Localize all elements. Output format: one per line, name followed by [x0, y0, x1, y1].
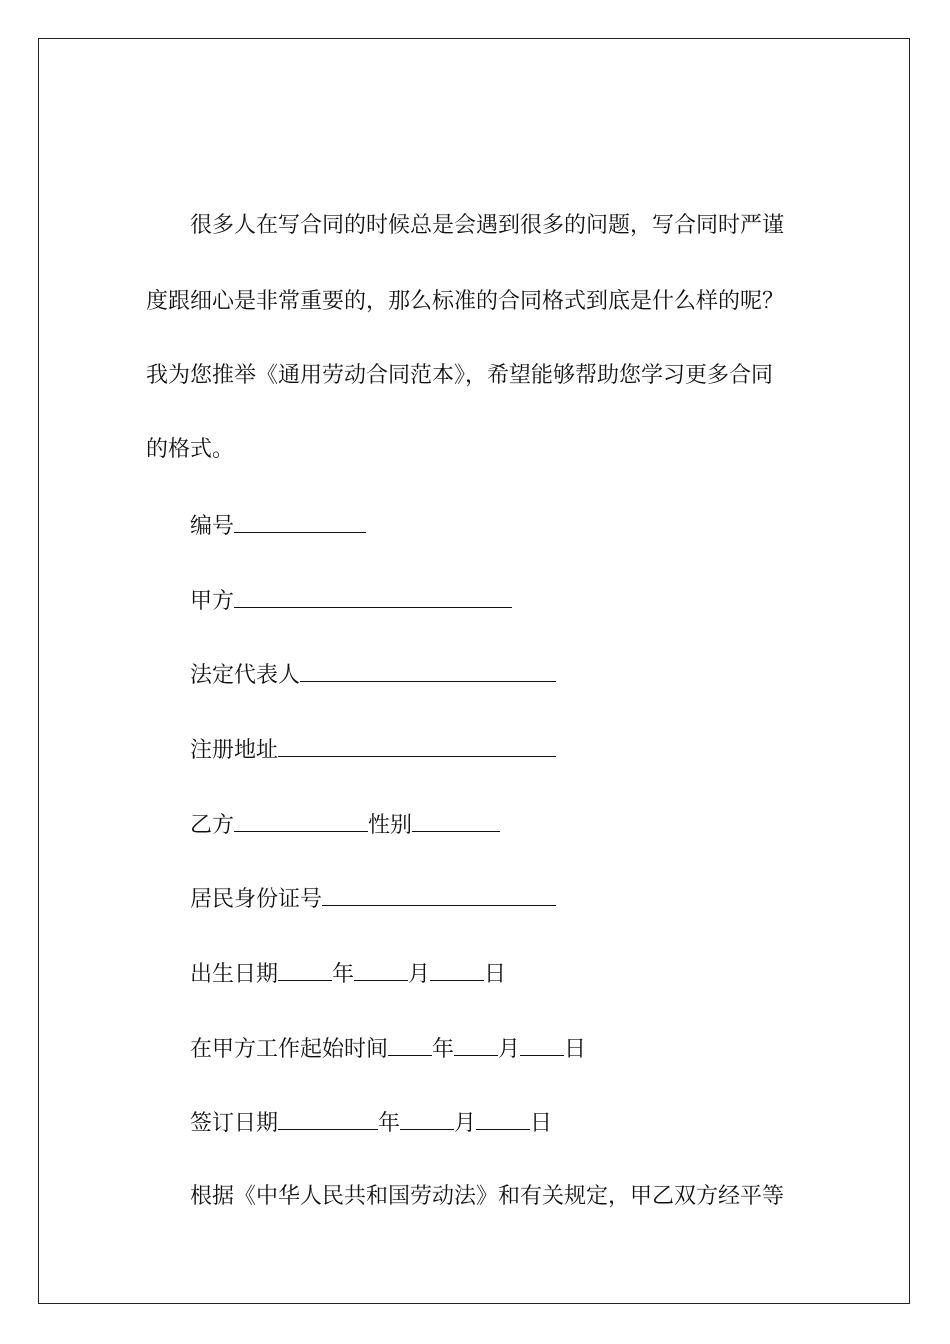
start-time-label: 在甲方工作起始时间 [190, 1037, 389, 1062]
birth-date-label: 出生日期 [190, 962, 279, 987]
sign-date-label: 签订日期 [190, 1111, 279, 1136]
party-b-blank[interactable] [234, 811, 368, 832]
closing-line: 根据《中华人民共和国劳动法》和有关规定，甲乙双方经平等 [190, 1184, 785, 1209]
birth-date-field [190, 960, 506, 988]
party-b-label: 乙方 [190, 813, 235, 838]
intro-line-1: 很多人在写合同的时候总是会遇到很多的问题，写合同时严谨 [190, 213, 785, 238]
legal-rep-field [190, 661, 556, 689]
reg-address-blank[interactable] [278, 736, 556, 757]
month-label: 月 [408, 962, 431, 987]
intro-line-2: 度跟细心是非常重要的，那么标准的合同格式到底是什么样的呢？ [146, 289, 785, 314]
day-label: 日 [530, 1111, 553, 1136]
id-number-field [190, 885, 556, 913]
year-label: 年 [378, 1111, 401, 1136]
day-label: 日 [564, 1037, 587, 1062]
birth-day-blank[interactable] [430, 960, 484, 981]
sign-month-blank[interactable] [400, 1109, 454, 1130]
birth-month-blank[interactable] [354, 960, 408, 981]
intro-line-4: 的格式。 [146, 437, 235, 462]
gender-blank[interactable] [412, 811, 500, 832]
intro-line-3: 我为您推举《通用劳动合同范本》，希望能够帮助您学习更多合同 [146, 363, 774, 388]
sign-date-field [190, 1109, 552, 1137]
contract-number-field [190, 512, 366, 540]
birth-year-blank[interactable] [278, 960, 332, 981]
start-month-blank[interactable] [454, 1035, 498, 1056]
gender-label: 性别 [368, 813, 413, 838]
legal-rep-label: 法定代表人 [190, 663, 301, 688]
day-label: 日 [484, 962, 507, 987]
contract-number-blank[interactable] [234, 512, 366, 533]
party-b-field [190, 811, 500, 839]
contract-number-label: 编号 [190, 514, 235, 539]
party-a-blank[interactable] [234, 587, 512, 608]
month-label: 月 [454, 1111, 477, 1136]
start-day-blank[interactable] [520, 1035, 564, 1056]
month-label: 月 [498, 1037, 521, 1062]
sign-year-blank[interactable] [278, 1109, 378, 1130]
sign-day-blank[interactable] [476, 1109, 530, 1130]
year-label: 年 [332, 962, 355, 987]
id-number-blank[interactable] [322, 885, 556, 906]
party-a-label: 甲方 [190, 589, 235, 614]
legal-rep-blank[interactable] [300, 661, 556, 682]
reg-address-field [190, 736, 556, 764]
start-year-blank[interactable] [388, 1035, 432, 1056]
year-label: 年 [432, 1037, 455, 1062]
reg-address-label: 注册地址 [190, 738, 279, 763]
start-time-field [190, 1035, 586, 1063]
id-number-label: 居民身份证号 [190, 887, 323, 912]
party-a-field [190, 587, 512, 615]
